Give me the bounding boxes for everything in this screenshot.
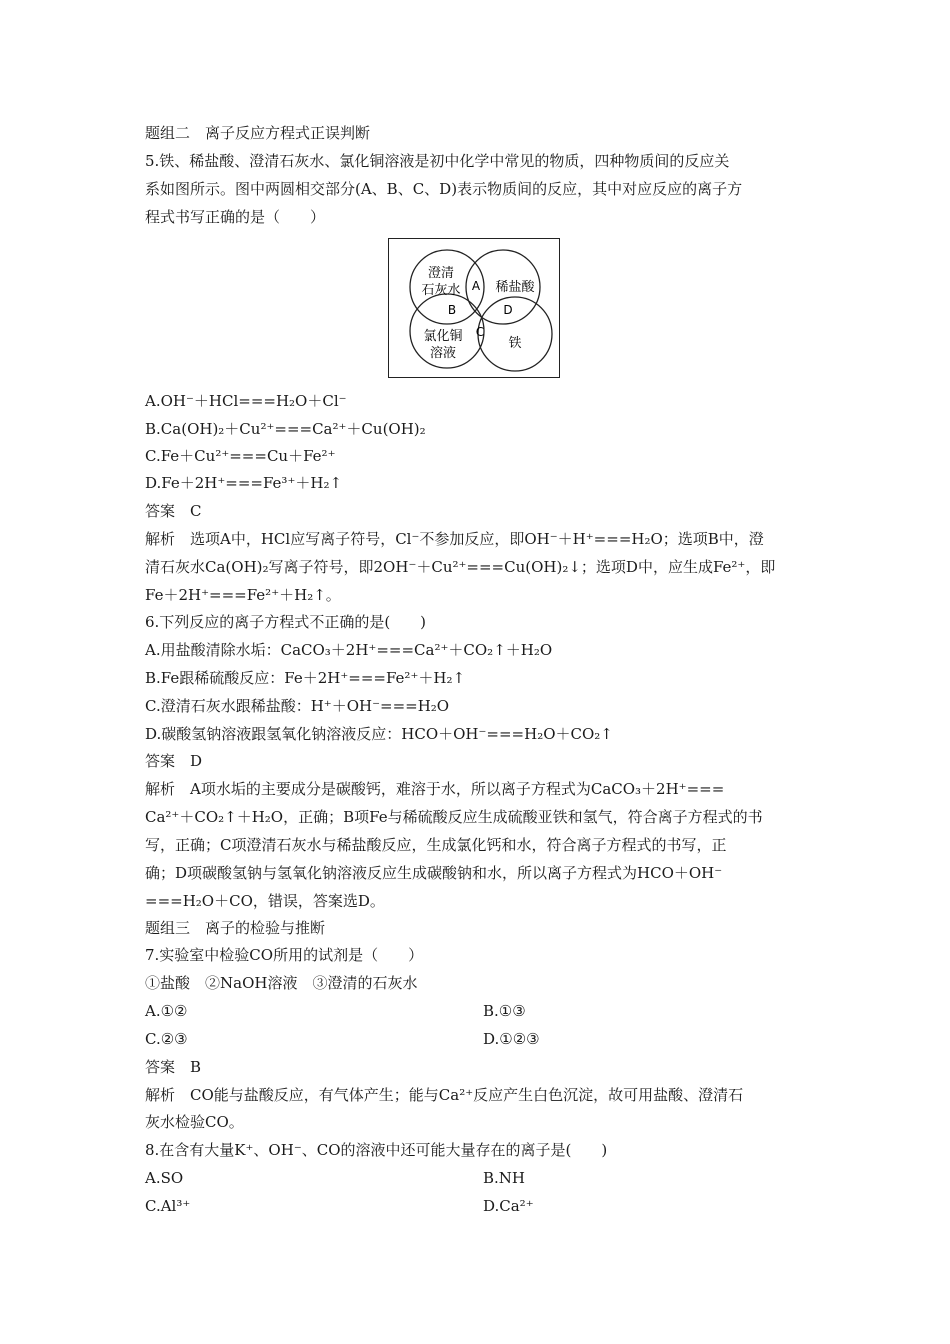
q7-option-b: B.①③ <box>483 1002 526 1020</box>
q7-stem: 7.实验室中检验CO所用的试剂是（ ） <box>145 946 424 964</box>
region-D: D <box>503 303 513 317</box>
q8-option-c: C.Al³⁺ <box>145 1197 191 1215</box>
q8-option-b: B.NH <box>483 1169 525 1187</box>
q7-option-d: D.①②③ <box>483 1030 540 1048</box>
q6-explanation-line4: 确；D项碳酸氢钠与氢氧化钠溶液反应生成碳酸钠和水，所以离子方程式为HCO＋OH⁻ <box>145 864 723 882</box>
q6-explanation-line2: Ca²⁺＋CO₂↑＋H₂O，正确；B项Fe与稀硫酸反应生成硫酸亚铁和氢气，符合离子方程式的书 <box>145 808 763 826</box>
q5-option-d: D.Fe＋2H⁺===Fe³⁺＋H₂↑ <box>145 474 343 492</box>
q5-option-b: B.Ca(OH)₂＋Cu²⁺===Ca²⁺＋Cu(OH)₂ <box>145 420 426 438</box>
q7-option-c: C.②③ <box>145 1030 188 1048</box>
q5-stem-line2: 系如图所示。图中两圆相交部分(A、B、C、D)表示物质间的反应，其中对应反应的离子方 <box>145 180 743 198</box>
q8-option-d: D.Ca²⁺ <box>483 1197 534 1215</box>
q6-option-b: B.Fe跟稀硫酸反应：Fe＋2H⁺===Fe²⁺＋H₂↑ <box>145 669 466 687</box>
label-copper-chloride-1: 氯化铜 <box>423 329 463 344</box>
q6-explanation-line5: ===H₂O＋CO，错误，答案选D。 <box>145 892 385 910</box>
q7-option-a: A.①② <box>145 1002 188 1020</box>
q6-explanation-line1: 解析 A项水垢的主要成分是碳酸钙，难溶于水，所以离子方程式为CaCO₃＋2H⁺=== <box>145 780 725 798</box>
circle-iron <box>475 297 552 371</box>
q6-option-c: C.澄清石灰水跟稀盐酸：H⁺＋OH⁻===H₂O <box>145 697 450 715</box>
venn-diagram <box>388 238 560 378</box>
q5-stem-line3: 程式书写正确的是（ ） <box>145 208 326 226</box>
label-hydrochloric-acid: 稀盐酸 <box>495 280 535 295</box>
q5-option-a: A.OH⁻＋HCl===H₂O＋Cl⁻ <box>145 392 347 410</box>
q8-option-a: A.SO <box>145 1169 184 1187</box>
q5-explanation-line2: 清石灰水Ca(OH)₂写离子符号，即2OH⁻＋Cu²⁺===Cu(OH)₂↓；选项D中，应生成Fe²⁺，即 <box>145 558 776 576</box>
q5-stem-line1: 5.铁、稀盐酸、澄清石灰水、氯化铜溶液是初中化学中常见的物质，四种物质间的反应关 <box>145 152 730 170</box>
region-A: A <box>471 279 481 293</box>
q7-reagents: ①盐酸 ②NaOH溶液 ③澄清的石灰水 <box>145 974 418 992</box>
label-iron: 铁 <box>508 336 522 351</box>
q6-explanation-line3: 写，正确；C项澄清石灰水与稀盐酸反应，生成氯化钙和水，符合离子方程式的书写，正 <box>145 836 727 854</box>
q7-answer: 答案 B <box>145 1058 202 1076</box>
q5-option-c: C.Fe＋Cu²⁺===Cu＋Fe²⁺ <box>145 447 336 465</box>
q6-option-a: A.用盐酸清除水垢：CaCO₃＋2H⁺===Ca²⁺＋CO₂↑＋H₂O <box>145 641 553 659</box>
label-limewater-2: 石灰水 <box>421 283 461 298</box>
group3-title: 题组三 离子的检验与推断 <box>145 919 326 937</box>
q5-explanation-line1: 解析 选项A中，HCl应写离子符号，Cl⁻不参加反应，即OH⁻＋H⁺===H₂O；选项B中，澄 <box>145 530 764 548</box>
q7-explanation-line1: 解析 CO能与盐酸反应，有气体产生；能与Ca²⁺反应产生白色沉淀，故可用盐酸、澄清石 <box>145 1086 744 1104</box>
q5-answer: 答案 C <box>145 502 202 520</box>
q6-stem: 6.下列反应的离子方程式不正确的是( ) <box>145 613 427 631</box>
q6-answer: 答案 D <box>145 752 203 770</box>
region-B: B <box>447 303 457 317</box>
q5-explanation-line3: Fe＋2H⁺===Fe²⁺＋H₂↑。 <box>145 586 341 604</box>
q8-stem: 8.在含有大量K⁺、OH⁻、CO的溶液中还可能大量存在的离子是( ) <box>145 1141 608 1159</box>
label-copper-chloride-2: 溶液 <box>429 346 457 361</box>
q6-option-d: D.碳酸氢钠溶液跟氢氧化钠溶液反应：HCO＋OH⁻===H₂O＋CO₂↑ <box>145 725 613 743</box>
region-C: C <box>475 325 485 339</box>
q7-explanation-line2: 灰水检验CO。 <box>145 1113 244 1131</box>
label-limewater-1: 澄清 <box>427 266 455 281</box>
group2-title: 题组二 离子反应方程式正误判断 <box>145 124 371 142</box>
